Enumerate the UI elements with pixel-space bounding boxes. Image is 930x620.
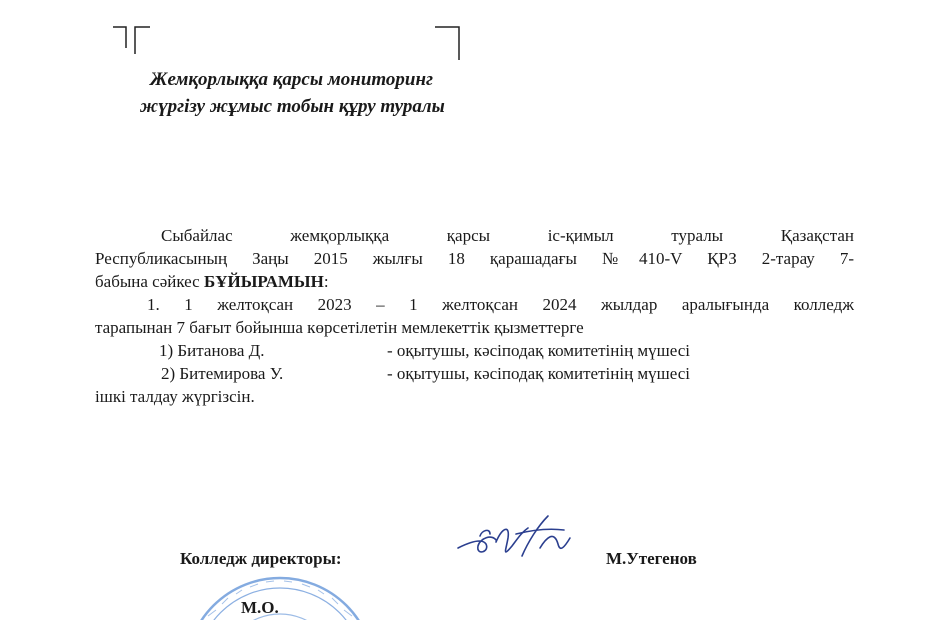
- item-1-line-2: тарапынан 7 бағыт бойынша көрсетілетін мемлекеттік қызметтерге: [95, 318, 584, 337]
- paragraph-1-prefix: бабына сәйкес: [95, 272, 204, 291]
- member-name: 1) Битанова Д.: [159, 341, 265, 360]
- document-title: [140, 66, 510, 120]
- handwritten-signature-icon: [452, 508, 582, 578]
- paragraph-1-line-3: [95, 270, 854, 293]
- title-line-2: жүргізу жұмыс тобын құру туралы: [140, 96, 445, 117]
- member-row: [95, 339, 854, 362]
- title-line-1: Жемқорлыққа қарсы мониторинг: [150, 69, 434, 90]
- stamp-label: М.О.: [241, 598, 279, 617]
- item-1-line-1: 1. 1 желтоқсан 2023 – 1 желтоқсан 2024 жылдар аралығында колледж: [147, 295, 854, 314]
- member-role: - оқытушы, кәсіподақ комитетінің мүшесі: [387, 364, 691, 383]
- order-body: [95, 224, 854, 408]
- signer-name: М.Утегенов: [606, 549, 697, 568]
- member-row: [95, 362, 854, 385]
- order-keyword: БҰЙЫРАМЫН: [203, 272, 324, 291]
- official-seal-icon: [180, 572, 380, 620]
- paragraph-1-suffix: :: [323, 272, 329, 291]
- member-role: - оқытушы, кәсіподақ комитетінің мүшесі: [387, 341, 691, 360]
- director-title: Колледж директоры:: [180, 549, 342, 568]
- member-name: 2) Битемирова У.: [161, 364, 284, 383]
- closing-line: ішкі талдау жүргізсін.: [95, 387, 255, 406]
- corner-mark-right: [433, 26, 463, 62]
- paragraph-1-line-1: Сыбайлас жемқорлыққа қарсы іс-қимыл туралы Қазақстан: [161, 226, 854, 245]
- paragraph-1-line-2: Республикасының Заңы 2015 жылғы 18 қарашадағы №410-V ҚРЗ 2-тарау 7-: [95, 249, 854, 268]
- corner-mark-left: [113, 26, 153, 56]
